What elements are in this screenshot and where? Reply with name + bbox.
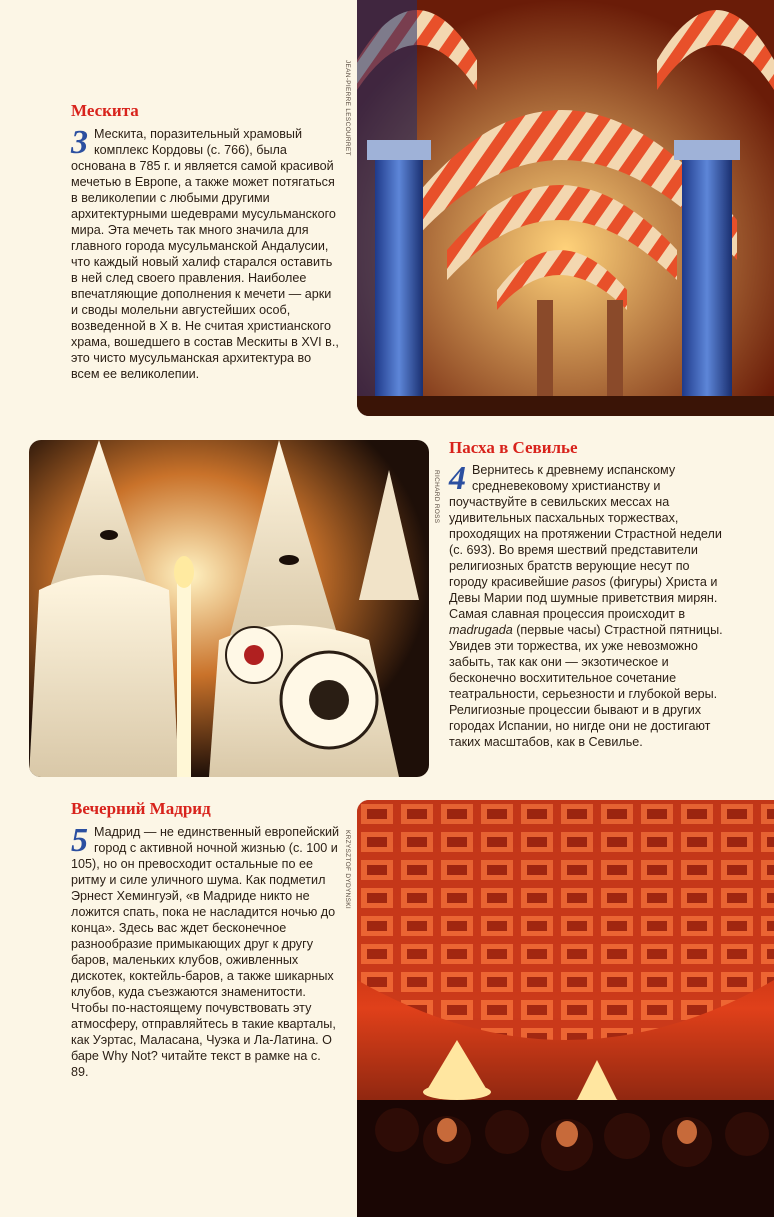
photo-credit-madrid: KRZYSZTOF DYDYNSKI	[344, 830, 351, 909]
mezquita-arches-photo	[357, 0, 774, 416]
photo-credit-mezquita: JEAN-PIERRE LESCOURRET	[344, 60, 351, 156]
section-body-madrid	[71, 824, 341, 1080]
nazarenos-illustration	[29, 440, 429, 777]
section-number-3: 3	[71, 124, 88, 161]
section-text-seville-pasos: pasos	[572, 575, 606, 589]
section-number-5: 5	[71, 822, 88, 859]
section-text-madrid: Мадрид — не единственный европейский город с активной ночной жизнью (с. 100 и 105), но он превосходит остальные по ее ритму и силе уличного шума. Как подметил Эрнест Хемингуэй, «в Мадриде никто не ложится спать, пока не насладится ночью до конца». Здесь вас ждет бесконечное разнообразие примыкающих друг к другу баров, маленьких клубов, оживленных дискотек, коктейль-баров, а также шикарных клубов, куда съезжаются знаменитости. Чтобы по-настоящему почувствовать эту атмосферу, отправляйтесь в такие кварталы, как Уэртас, Маласана, Чуэка и Ла-Латина. О баре Why Not? читайте текст в рамке на с. 89.	[71, 825, 340, 1079]
mezquita-arches-illustration	[357, 0, 774, 416]
section-text-seville-2: (фигуры) Христа и Девы Марии под шумные приветствия мирян. Самая славная процессия происходит в	[449, 575, 718, 621]
section-text-seville-3: (первые часы) Страстной пятницы. Увидев эти торжества, их уже невозможно забыть, так как они — экзотическое и бесконечно восхитительное сочетание театральности, серьезности и глубокой веры. Религиозные процессии бывают и в других городах Испании, но нигде они не достигают таких масштабов, как в Севилье.	[449, 623, 723, 749]
section-title-seville: Пасха в Севилье	[449, 438, 578, 457]
section-body-seville	[449, 462, 724, 750]
photo-credit-seville: RICHARD ROSS	[433, 470, 440, 524]
section-text-mezquita: Мескита, поразительный храмовый комплекс Кордовы (с. 766), была основана в 785 г. и является самой красивой мечетью в Европе, а также может потягаться в великолепии с любыми другими архитектурными шедеврами мусульманского мира. Эта мечеть так много значила для главного города мусульманской Андалусии, что каждый новый халиф старался оставить в ней след своего правления. Наиболее впечатляющие дополнения к мечети — арки и своды молельни августейших особ, возведенной в X в. Не считая христианского храма, вошедшего в состав Мескиты в XVI в., это чисто мусульманская архитектура во всем ее великолепии.	[71, 127, 339, 381]
section-number-4: 4	[449, 460, 466, 497]
section-title-madrid: Вечерний Мадрид	[71, 799, 211, 818]
nightclub-illustration	[357, 800, 774, 1217]
semana-santa-procession-photo	[29, 440, 429, 777]
section-body-mezquita	[71, 126, 341, 382]
section-title-mezquita: Мескита	[71, 101, 139, 120]
section-text-seville-madrugada: madrugada	[449, 623, 513, 637]
section-text-seville-1: Вернитесь к древнему испанскому средневековому христианству и поучаствуйте в севильских мессах на удивительных пасхальных торжествах, проходящих на протяжении Страстной недели (с. 693). Во время шествий представители религиозных братств верующие несут по городу красивейшие	[449, 463, 722, 589]
madrid-nightclub-photo	[357, 800, 774, 1217]
